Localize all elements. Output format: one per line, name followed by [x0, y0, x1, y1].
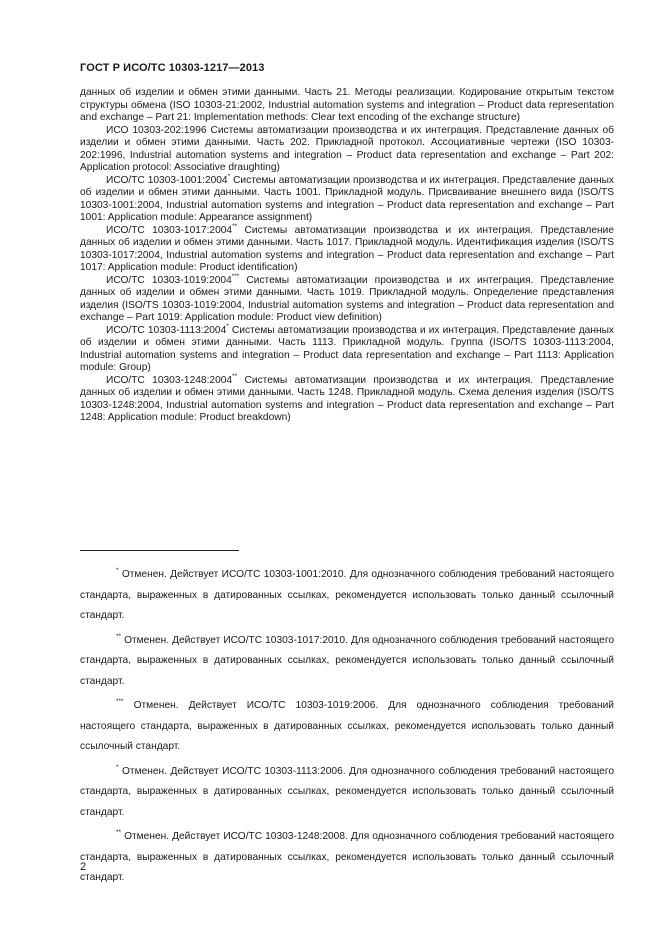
reference-designation: ИСО/ТС 10303-1001:2004 — [106, 174, 228, 186]
footnote-mark: * — [116, 567, 119, 574]
footnote-text: Отменен. Действует ИСО/ТС 10303-1113:2006. Для однозначного соблюдения требований настоящего стандарта, выраженных в датированных ссылках, рекомендуется использовать только данный ссылочный стандарт. — [80, 765, 614, 818]
footnote — [80, 762, 614, 824]
references-body — [80, 87, 614, 425]
reference-designation: ИСО/ТС 10303-1248:2004 — [106, 374, 233, 386]
footnote — [80, 631, 614, 693]
reference-paragraph — [80, 372, 614, 425]
footnote-mark: ** — [232, 372, 238, 380]
paragraph-text: Системы автоматизации производства и их интеграция. Представление данных об изделии и обмен этими данными. Часть 1113. Прикладной модуль. Группа (ISO/TS 10303-1113:2004, Industrial automation systems and integration – Product data representation and exchange – Part 1113: Application module: Group) — [80, 324, 614, 373]
footnote-mark: *** — [116, 698, 124, 705]
footnote-mark: * — [227, 172, 231, 180]
footnote-text: Отменен. Действует ИСО/ТС 10303-1001:2010. Для однозначного соблюдения требований настоящего стандарта, выраженных в датированных ссылках, рекомендуется использовать только данный ссылочный стандарт. — [80, 569, 614, 621]
reference-designation: ИСО/ТС 10303-1017:2004 — [106, 224, 233, 236]
footnote-mark: ** — [232, 222, 238, 230]
footnote-mark: * — [116, 763, 119, 771]
reference-paragraph — [80, 272, 614, 325]
document-header: ГОСТ Р ИСО/ТС 10303-1217—2013 — [80, 62, 265, 74]
footnote-mark: * — [226, 322, 229, 330]
footnotes-section — [80, 565, 614, 893]
reference-designation: ИСО/ТС 10303-1019:2004 — [106, 274, 232, 286]
paragraph-text: Системы автоматизации производства и их интеграция. Представление данных об изделии и обмен этими данными. Часть 1019. Прикладной модуль. Определение представления изделия (ISO/TS 10303-1019:2004, Industrial automation systems and integration – Product data representation and exchange – Part 1019: Application module: Product view definition) — [80, 274, 614, 323]
reference-paragraph — [80, 125, 614, 175]
paragraph-text: ИСО 10303-202:1996 Системы автоматизации производства и их интеграция. Представление данных об изделии и обмен этими данными. Часть 202. Прикладной протокол. Ассоциативные чертежи (ISO 10303-202:1996, Industrial automation systems and integration – Product data representation and exchange – Part 202: Application protocol: Associative draughting) — [80, 124, 614, 173]
footnote-divider — [80, 550, 239, 551]
footnote-text: Отменен. Действует ИСО/ТС 10303-1248:2008. Для однозначного соблюдения требований настоящего стандарта, выраженных в датированных ссылках, рекомендуется использовать только данный ссылочный стандарт. — [80, 831, 614, 883]
footnote-mark: *** — [231, 272, 240, 280]
footnote — [80, 565, 614, 627]
paragraph-text: данных об изделии и обмен этими данными. Часть 21. Методы реализации. Кодирование открытым текстом структуры обмена (ISO 10303-21:2002, Industrial automation systems and integration – Product data representation and exchange – Part 21: Implementation methods: Clear text encoding of the exchange structure) — [80, 87, 614, 123]
footnote-mark: ** — [116, 632, 122, 640]
paragraph-text: Системы автоматизации производства и их интеграция. Представление данных об изделии и обмен этими данными. Часть 1001. Прикладной модуль. Присваивание внешнего вида (ISO/TS 10303-1001:2004, Industrial automation systems and integration – Product data representation and exchange – Part 1001: Application module: Appearance assignment) — [80, 174, 614, 223]
reference-paragraph — [80, 172, 614, 225]
paragraph-text: Системы автоматизации производства и их интеграция. Представление данных об изделии и обмен этими данными. Часть 1017. Прикладной модуль. Идентификация изделия (ISO/TS 10303-1017:2004, Industrial automation systems and integration – Product data representation and exchange – Part 1017: Application module: Product identification) — [80, 224, 614, 273]
reference-paragraph — [80, 87, 614, 125]
footnote — [80, 696, 614, 758]
footnote-mark: ** — [116, 829, 122, 836]
footnote — [80, 827, 614, 889]
reference-designation: ИСО/ТС 10303-1113:2004 — [106, 324, 227, 336]
reference-paragraph — [80, 322, 614, 375]
page-number: 2 — [80, 861, 87, 873]
footnote-text: Отменен. Действует ИСО/ТС 10303-1017:2010. Для однозначного соблюдения требований настоящего стандарта, выраженных в датированных ссылках, рекомендуется использовать только данный ссылочный стандарт. — [80, 634, 614, 687]
paragraph-text: Системы автоматизации производства и их интеграция. Представление данных об изделии и обмен этими данными. Часть 1248. Прикладной модуль. Схема деления изделия (ISO/TS 10303-1248:2004, Industrial automation systems and integration – Product data representation and exchange – Part 1248: Application module: Product breakdown) — [80, 374, 614, 423]
footnote-text: Отменен. Действует ИСО/ТС 10303-1019:2006. Для однозначного соблюдения требований настоящего стандарта, выраженных в датированных ссылках, рекомендуется использовать только данный ссылочный стандарт. — [80, 700, 614, 752]
reference-paragraph — [80, 222, 614, 275]
